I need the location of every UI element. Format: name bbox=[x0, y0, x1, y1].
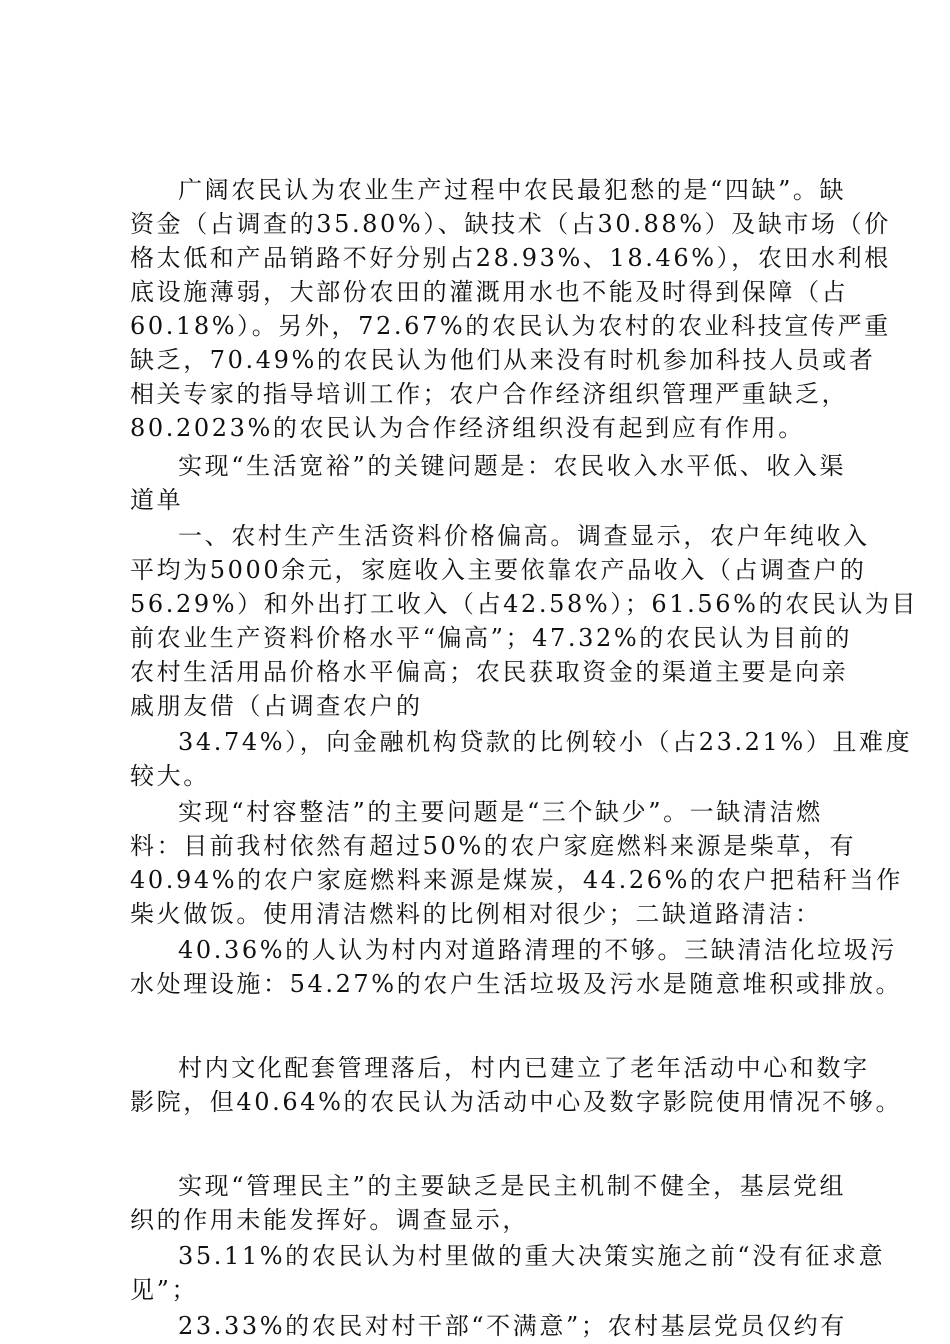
text-line: 平均为5000余元，家庭收入主要依靠农产品收入（占调查户的 bbox=[130, 556, 867, 584]
text-line: 前农业生产资料价格水平“偏高”；47.32%的农民认为目前的 bbox=[130, 624, 853, 652]
text-line: 34.74%），向金融机构贷款的比例较小（占23.21%）且难度 bbox=[178, 728, 913, 756]
text-line: 一、农村生产生活资料价格偏高。调查显示，农户年纯收入 bbox=[178, 522, 870, 550]
text-line: 影院，但40.64%的农民认为活动中心及数字影院使用情况不够。 bbox=[130, 1088, 903, 1116]
text-line: 戚朋友借（占调查农户的 bbox=[130, 692, 423, 720]
text-line: 40.94%的农户家庭燃料来源是煤炭，44.26%的农户把秸秆当作 bbox=[130, 866, 903, 894]
text-line: 资金（占调查的35.80%）、缺技术（占30.88%）及缺市场（价 bbox=[130, 210, 891, 238]
text-line: 60.18%）。另外，72.67%的农民认为农村的农业科技宣传严重 bbox=[130, 312, 891, 340]
text-line: 格太低和产品销路不好分别占28.93%、18.46%），农田水利根 bbox=[130, 244, 891, 272]
text-line: 实现“生活宽裕”的关键问题是：农民收入水平低、收入渠 bbox=[178, 452, 847, 480]
text-line: 实现“村容整洁”的主要问题是“三个缺少”。一缺清洁燃 bbox=[178, 798, 823, 826]
text-line: 农村生活用品价格水平偏高；农民获取资金的渠道主要是向亲 bbox=[130, 658, 849, 686]
text-line: 料：目前我村依然有超过50%的农户家庭燃料来源是柴草，有 bbox=[130, 832, 857, 860]
text-line: 较大。 bbox=[130, 762, 210, 790]
text-line: 村内文化配套管理落后，村内已建立了老年活动中心和数字 bbox=[178, 1054, 870, 1082]
text-line: 织的作用未能发挥好。调查显示， bbox=[130, 1206, 529, 1234]
text-line: 实现“管理民主”的主要缺乏是民主机制不健全，基层党组 bbox=[178, 1172, 847, 1200]
text-line: 56.29%）和外出打工收入（占42.58%）；61.56%的农民认为目 bbox=[130, 590, 919, 618]
text-line: 底设施薄弱，大部份农田的灌溉用水也不能及时得到保障（占 bbox=[130, 278, 849, 306]
text-line: 广阔农民认为农业生产过程中农民最犯愁的是“四缺”。缺 bbox=[178, 176, 847, 204]
text-line: 80.2023%的农民认为合作经济组织没有起到应有作用。 bbox=[130, 414, 805, 442]
text-line: 道单 bbox=[130, 486, 184, 514]
text-line: 40.36%的人认为村内对道路清理的不够。三缺清洁化垃圾污 bbox=[178, 936, 897, 964]
text-line: 缺乏，70.49%的农民认为他们从来没有时机参加科技人员或者 bbox=[130, 346, 876, 374]
text-line: 23.33%的农民对村干部“不满意”；农村基层党员仅约有 bbox=[178, 1312, 847, 1340]
text-line: 相关专家的指导培训工作；农户合作经济组织管理严重缺乏， bbox=[130, 380, 849, 408]
text-line: 35.11%的农民认为村里做的重大决策实施之前“没有征求意 bbox=[178, 1242, 886, 1270]
text-line: 见”； bbox=[130, 1276, 199, 1304]
text-line: 柴火做饭。使用清洁燃料的比例相对很少；二缺道路清洁： bbox=[130, 900, 822, 928]
text-line: 水处理设施：54.27%的农户生活垃圾及污水是随意堆积或排放。 bbox=[130, 970, 903, 998]
